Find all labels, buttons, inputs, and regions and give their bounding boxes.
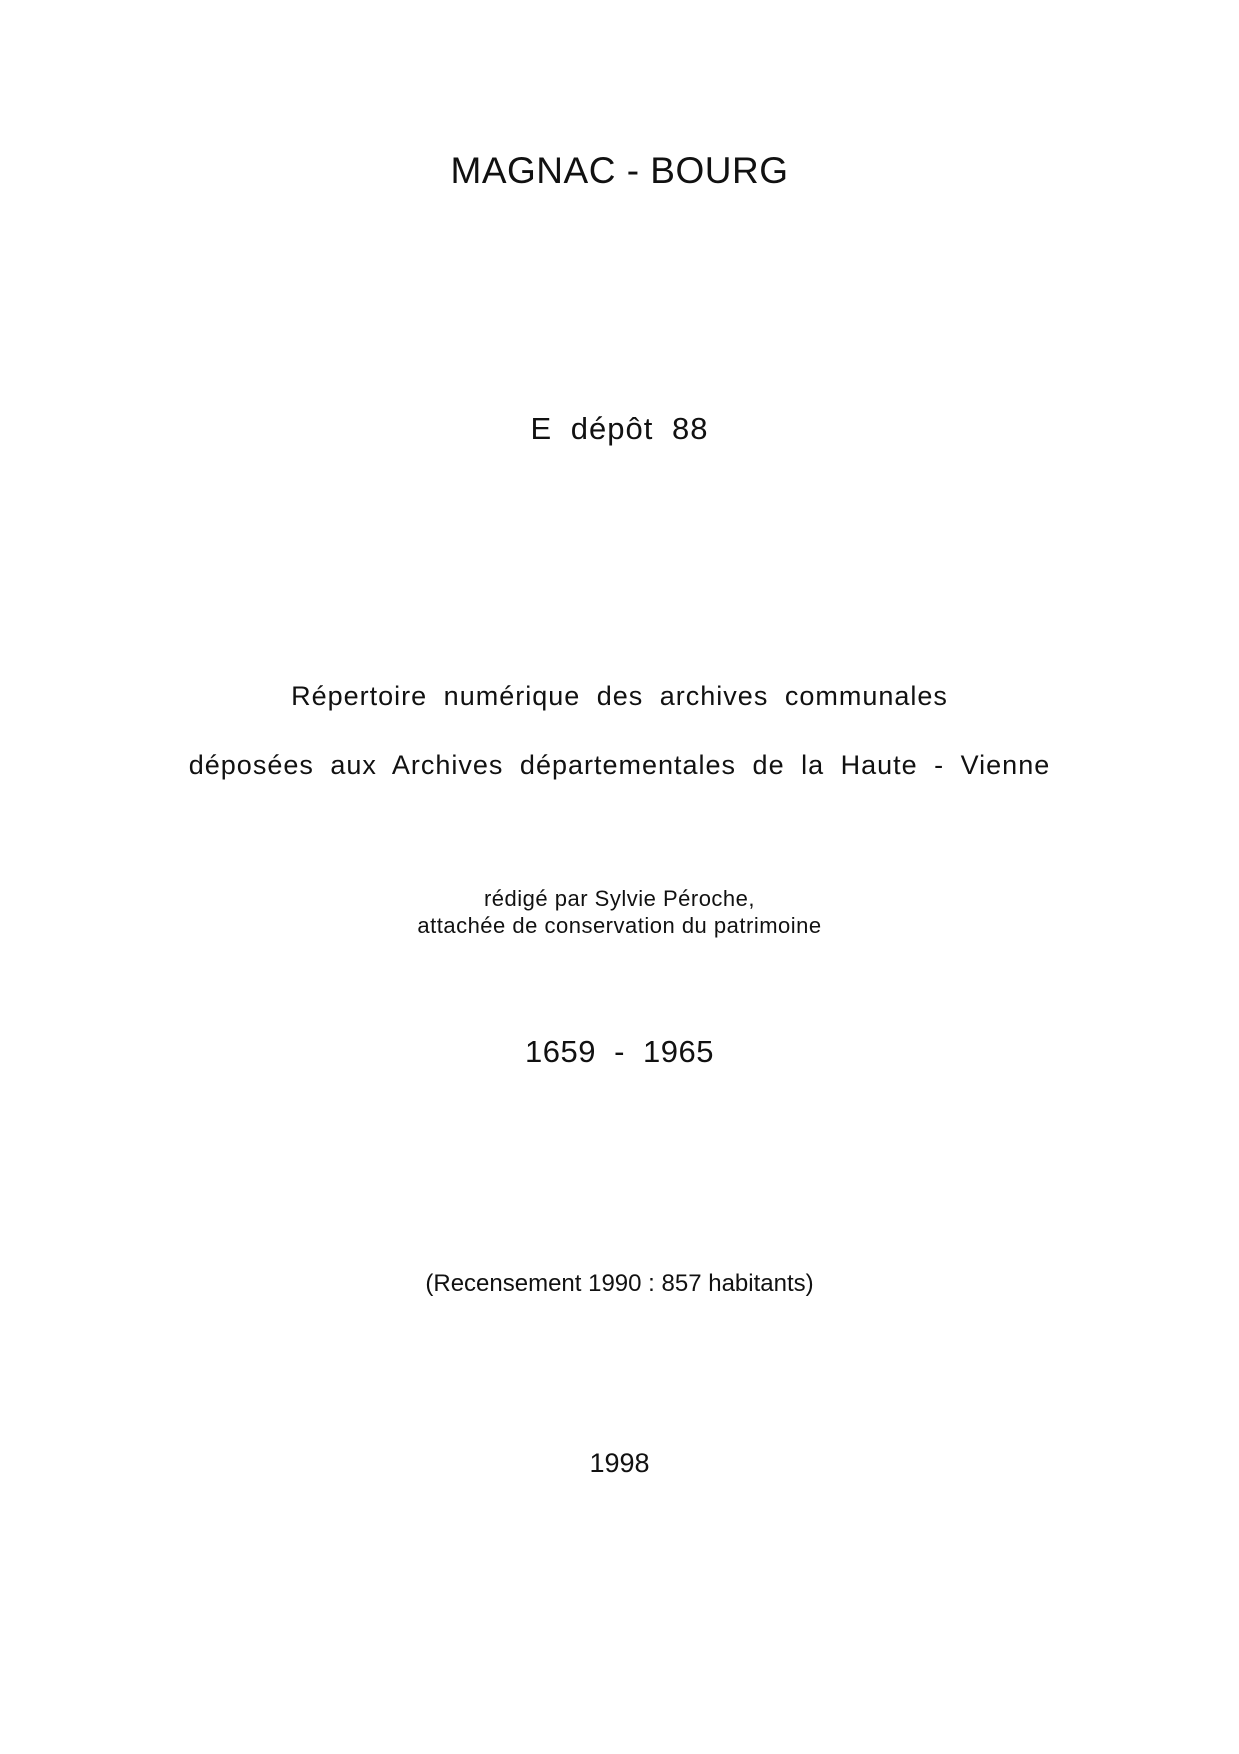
census-note: (Recensement 1990 : 857 habitants) xyxy=(425,1270,814,1297)
repertoire-title-line-1: Répertoire numérique des archives communales xyxy=(291,681,948,711)
publication-year: 1998 xyxy=(589,1448,650,1478)
date-range: 1659 - 1965 xyxy=(525,1034,714,1069)
archive-reference: E dépôt 88 xyxy=(530,411,709,446)
repertoire-title-line-2: déposées aux Archives départementales de la Haute - Vienne xyxy=(188,750,1051,780)
author-line-1: rédigé par Sylvie Péroche, xyxy=(483,886,756,911)
commune-title: MAGNAC - BOURG xyxy=(450,150,789,191)
author-line-2: attachée de conservation du patrimoine xyxy=(417,913,822,938)
